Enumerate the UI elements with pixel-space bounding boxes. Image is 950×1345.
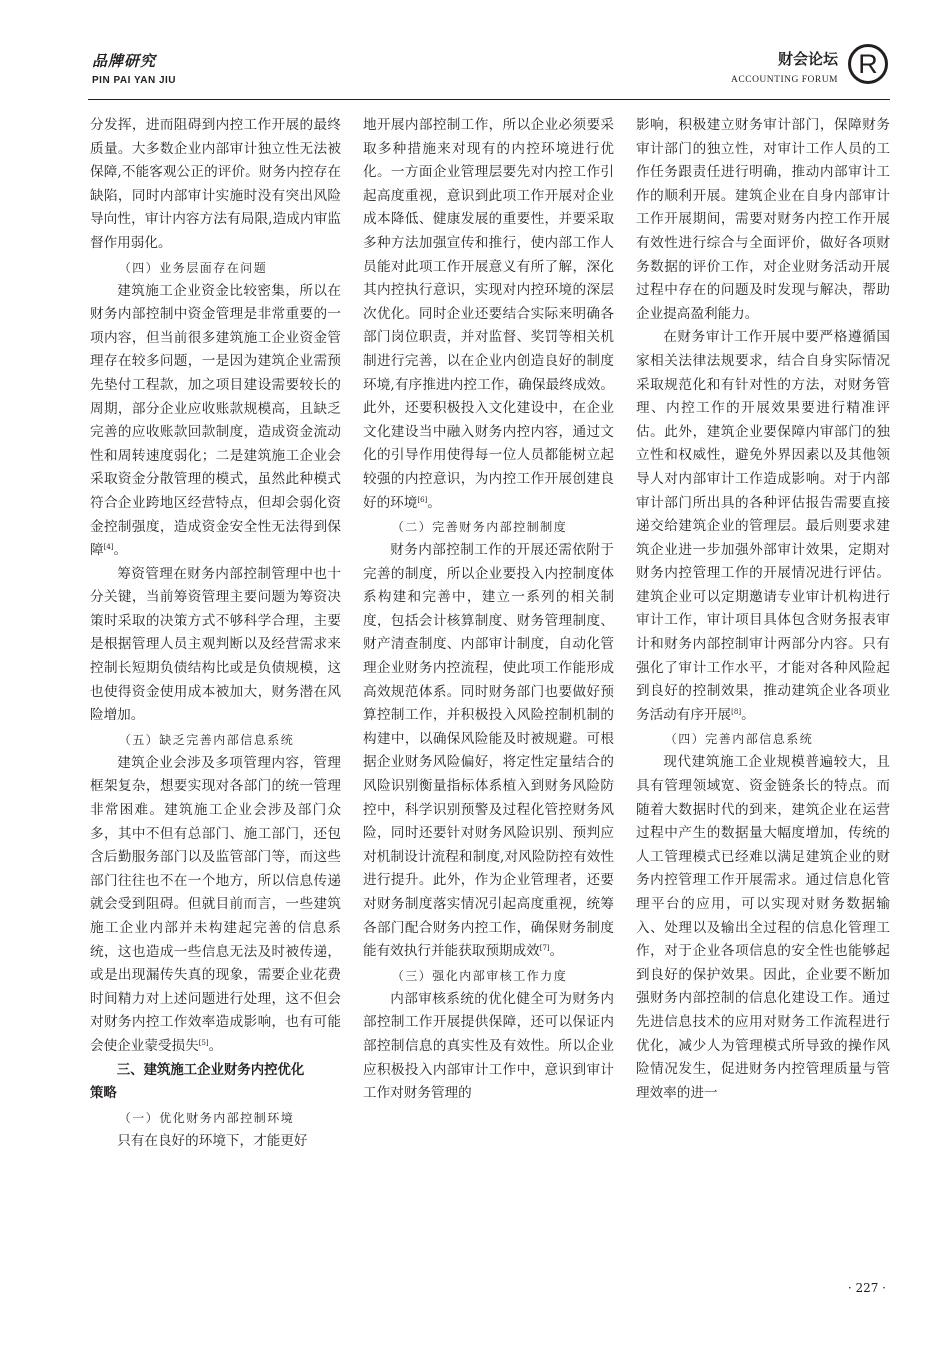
subsection-heading: （四）完善内部信息系统 xyxy=(664,732,814,747)
column-2 xyxy=(363,114,614,1269)
subsection-heading: （三）强化内部审核工作力度 xyxy=(391,968,568,983)
journal-pinyin: PIN PAI YAN JIU xyxy=(92,75,177,86)
paragraph: 建筑施工企业资金比较密集，所以在财务内部控制中资金管理是非常重要的一项内容，但当前很多建筑施工企业资金管理存在较多问题，一是因为建筑企业需预先垫付工程款，加之项目建设需要较长的周期，部分企业应收账款规模高，且缺乏完善的应收账款回款制度，造成资金流动性和周转速度弱化；二是建筑施工企业会采取资金分散管理的模式，虽然此种模式符合企业跨地区经营特点，但却会弱化资金控制强度，造成资金安全性无法得到保障[4]。 xyxy=(90,282,341,559)
paragraph: 财务内部控制工作的开展还需依附于完善的制度，所以企业要投入内控制度体系构建和完善中，建立一系列的相关制度，包括会计核算制度、财务管理制度、财产清查制度、内部审计制度，自动化管理企业财务内控流程，使此项工作能形成高效规范体系。同时财务部门也要做好预算控制工作，并积极投入风险控制机制的构建中，以确保风险能及时被规避。可根据企业财务风险偏好，将定性定量结合的风险识别衡量指标体系植入到财务风险防控中，科学识别预警及过程化管控财务风险，同时还要针对财务风险识别、预判应对机制设计流程和制度,对风险防控有效性进行提升。此外，作为企业管理者，还要对财务制度落实情况引起高度重视，统筹各部门配合财务内控工作，确保财务制度能有效执行并能获取预期成效[7]。 xyxy=(363,542,614,960)
citation: [8] xyxy=(731,707,742,716)
citation: [6] xyxy=(417,495,428,504)
subsection-heading: （四）业务层面存在问题 xyxy=(118,260,268,275)
paragraph: 筹资管理在财务内部控制管理中也十分关键，当前筹资管理主要问题为筹资决策时采取的决策方式不够科学合理，主要是根据管理人员主观判断以及经营需求来控制长短期负债结构比或是负债规模，这也使得资金使用成本被加大，财务潜在风险增加。 xyxy=(90,565,341,724)
paragraph: 现代建筑施工企业规模普遍较大，且具有管理领域宽、资金链条长的特点。而随着大数据时代的到来，建筑企业在运营过程中产生的数据量大幅度增加，传统的人工管理模式已经难以满足建筑企业的财务内控管理工作开展需求。通过信息化管理平台的应用，可以实现对财务数据输入、处理以及输出全过程的信息化管理工作，对于企业各项信息的安全性也能够起到良好的保护效果。因此，企业要不断加强财务内部控制的信息化建设工作。通过先进信息技术的应用对财务工作流程进行优化，减少人为管理模式所导致的操作风险情况发生，促进财务内控管理质量与管理效率的进一 xyxy=(636,754,890,1101)
citation: [7] xyxy=(539,944,550,953)
subsection-heading: （五）缺乏完善内部信息系统 xyxy=(118,732,295,747)
section-heading: 三、建筑施工企业财务内控优化 策略 xyxy=(90,1062,305,1102)
section-title: 财会论坛 xyxy=(777,50,838,68)
subsection-heading: （一）优化财务内部控制环境 xyxy=(118,1110,295,1125)
section-title-en: ACCOUNTING FORUM xyxy=(731,75,838,85)
header-divider xyxy=(88,99,890,100)
paragraph: 只有在良好的环境下，才能更好 xyxy=(117,1132,308,1149)
paragraph: 分发挥，进而阻碍到内控工作开展的最终质量。大多数企业内部审计独立性无法被保障,不能客观公正的评价。财务内控存在缺陷，同时内部审计实施时没有突出风险导向性，审计内容方法有局限,造成内审监督作用弱化。 xyxy=(90,117,341,251)
registered-badge-icon: R xyxy=(848,44,888,84)
section-header xyxy=(731,48,838,85)
journal-header-left xyxy=(92,50,176,86)
subsection-heading: （二）完善财务内部控制制度 xyxy=(391,520,568,535)
citation: [4] xyxy=(103,543,114,552)
paragraph: 地开展内部控制工作，所以企业必须要采取多种措施来对现有的内控环境进行优化。一方面企业管理层要先对内控工作引起高度重视，意识到此项工作开展对企业成本降低、健康发展的重要性，并要采取多种方法加强宣传和推行，使内部工作人员能对此项工作开展意义有所了解，深化其内控执行意识，实现对内控环境的深层次优化。同时企业还要结合实际来明确各部门岗位职责，并对监督、奖罚等相关机制进行完善，以在企业内创造良好的制度环境,有序推进内控工作，确保最终成效。此外，还要积极投入文化建设中，在企业文化建设当中融入财务内控内容，通过文化的引导作用使得每一位人员都能树立起较强的内控意识，为内控工作开展创建良好的环境[6]。 xyxy=(363,117,614,511)
paragraph: 内部审核系统的优化健全可为财务内部控制工作开展提供保障，还可以保证内部控制信息的真实性及有效性。所以企业应积极投入内部审计工作中，意识到审计工作对财务管理的 xyxy=(363,990,614,1102)
paragraph: 建筑企业会涉及多项管理内容，管理框架复杂，想要实现对各部门的统一管理非常困难。建筑施工企业会涉及部门众多，其中不但有总部门、施工部门，还包含后勤服务部门以及监管部门等，而这些部门往往也不在一个地方，所以信息传递就会受到阻碍。但就目前而言，一些建筑施工企业内部并未构建起完善的信息系统，这也造成一些信息无法及时被传递，或是出现漏传失真的现象，需要企业花费时间精力对上述问题进行处理，这不但会对财务内控工作效率造成影响，也有可能会使企业蒙受损失[5]。 xyxy=(90,754,341,1054)
column-3 xyxy=(636,114,890,1269)
article-body xyxy=(90,114,890,1269)
citation: [5] xyxy=(198,1038,209,1047)
paragraph: 在财务审计工作开展中要严格遵循国家相关法律法规要求，结合自身实际情况采取规范化和有针对性的方法，对财务管理、内控工作的开展效果要进行精准评估。此外，建筑企业要保障内审部门的独立性和权威性，避免外界因素以及其他领导人对内部审计工作造成影响。对于内部审计部门所出具的各种评估报告需要直接递交给建筑企业的管理层。最后则要求建筑企业进一步加强外部审计效果，定期对财务内控管理工作的开展情况进行评估。建筑企业可以定期邀请专业审计机构进行审计工作，审计项目具体包含财务报表审计和财务内部控制审计两部分内容。只有强化了审计工作水平，才能对各种风险起到良好的控制效果，推动建筑企业各项业务活动有序开展[8]。 xyxy=(636,329,890,723)
column-1 xyxy=(90,114,341,1269)
paragraph: 影响，积极建立财务审计部门，保障财务审计部门的独立性，对审计工作人员的工作任务跟责任进行明确，推动内部审计工作的顺利开展。建筑企业在自身内部审计工作开展期间，需要对财务内控工作开展有效性进行综合与全面评价，做好各项财务数据的评价工作，对企业财务活动开展过程中存在的问题及时发现与解决，帮助企业提高盈利能力。 xyxy=(636,117,890,322)
journal-logo: 品牌研究 xyxy=(92,52,157,70)
page-number: · 227 · xyxy=(847,1281,886,1295)
